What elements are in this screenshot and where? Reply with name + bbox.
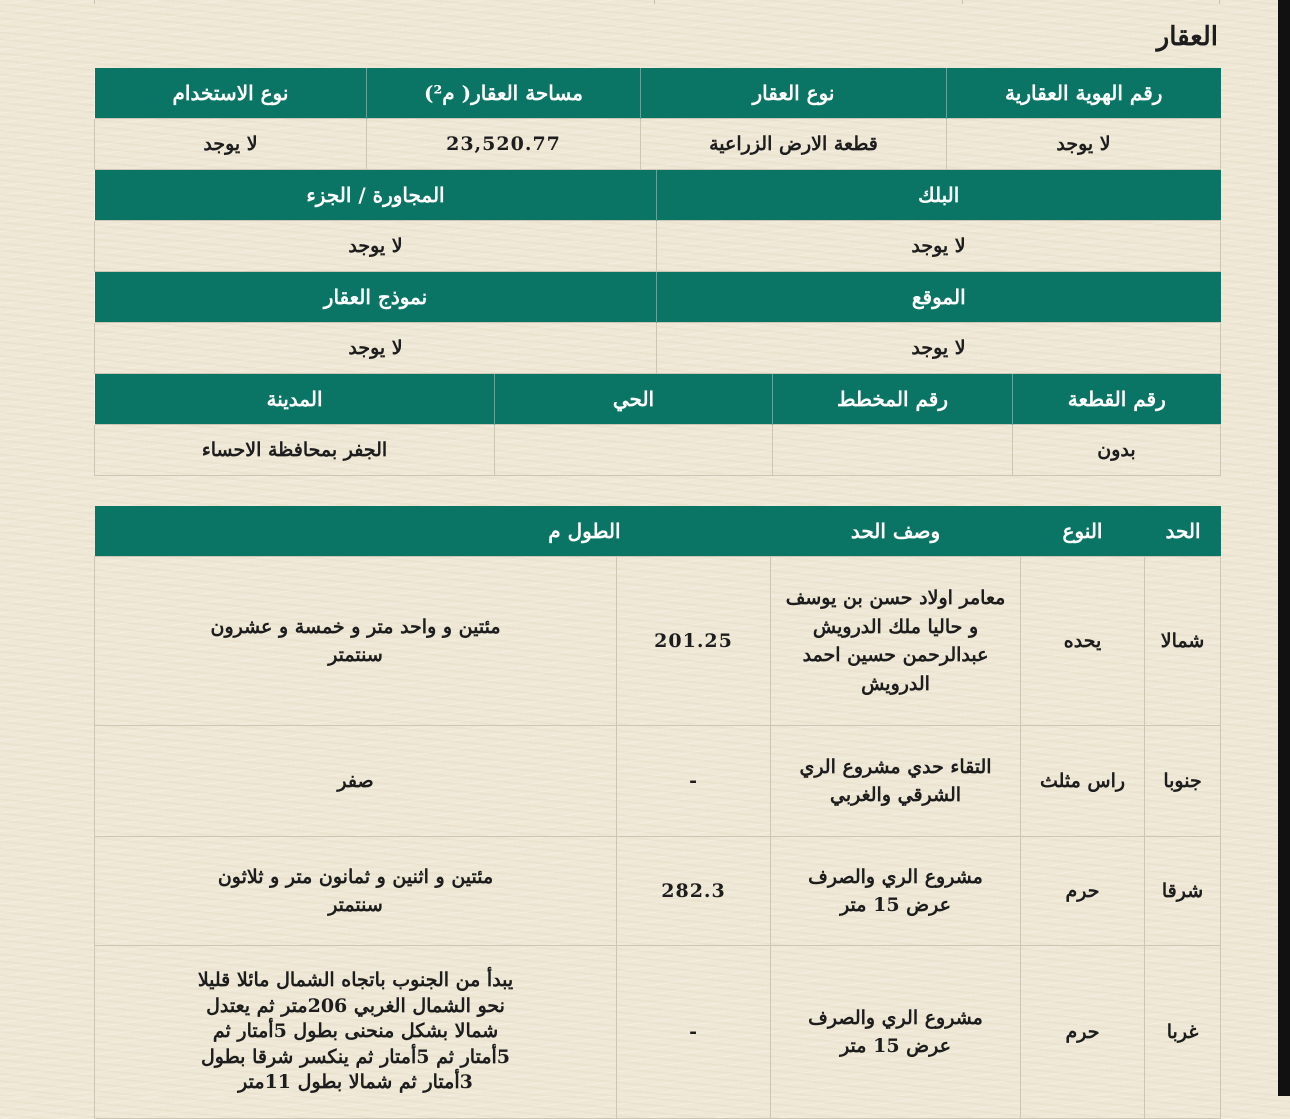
header-district: الحي [495,374,773,425]
boundary-type: يحده [1021,557,1145,726]
boundary-name: جنوبا [1145,726,1221,837]
location-table [94,272,1221,374]
value-property-model: لا يوجد [95,323,657,374]
value-city: الجفر بمحافظة الاحساء [95,425,495,476]
header-location: الموقع [657,272,1221,323]
value-neighborhood-part: لا يوجد [95,221,657,272]
boundary-length-text: يبدأ من الجنوب باتجاه الشمال مائلا قليلا نحو الشمال الغربي 206متر ثم يعتدل شمالا بشكل منحنى بطول 5أمتار ثم 5أمتار ثم 5أمتار ثم ينكسر شرقا بطول 3أمتار ثم شمالا بطول 11متر [95,946,617,1119]
boundary-name: شمالا [1145,557,1221,726]
value-property-type: قطعة الارض الزراعية [641,119,947,170]
property-identity-table [94,68,1221,170]
boundary-length-text: مئتين و واحد متر و خمسة و عشرون سنتمتر [95,557,617,726]
value-block: لا يوجد [657,221,1221,272]
value-location: لا يوجد [657,323,1221,374]
boundary-length-number: - [617,726,771,837]
value-property-id: لا يوجد [947,119,1221,170]
header-length: الطول م [95,506,771,557]
boundary-length-text: صفر [95,726,617,837]
header-plan-number: رقم المخطط [773,374,1013,425]
boundary-description: معامر اولاد حسن بن يوسف و حاليا ملك الدرويش عبدالرحمن حسين احمد الدرويش [771,557,1021,726]
header-property-area: مساحة العقار( م²) [367,68,641,119]
header-type: النوع [1021,506,1145,557]
boundary-name: شرقا [1145,837,1221,946]
header-block: البلك [657,170,1221,221]
previous-table-bottom-edge [94,0,1220,4]
table-row [95,557,1221,726]
boundary-length-number: - [617,946,771,1119]
table-row [95,946,1221,1119]
boundary-description: التقاء حدي مشروع الري الشرقي والغربي [771,726,1021,837]
header-city: المدينة [95,374,495,425]
value-plan-number [773,425,1013,476]
boundaries-table [94,506,1221,1119]
boundary-length-text: مئتين و اثنين و ثمانون متر و ثلاثون سنتمتر [95,837,617,946]
screen-edge [1278,0,1290,1096]
table-row [95,726,1221,837]
value-usage-type: لا يوجد [95,119,367,170]
boundary-type: حرم [1021,837,1145,946]
boundary-description: مشروع الري والصرف عرض 15 متر [771,946,1021,1119]
value-plot-number: بدون [1013,425,1221,476]
header-usage-type: نوع الاستخدام [95,68,367,119]
boundary-length-number: 201.25 [617,557,771,726]
header-property-type: نوع العقار [641,68,947,119]
boundary-name: غربا [1145,946,1221,1119]
boundary-length-number: 282.3 [617,837,771,946]
value-property-area: 23,520.77 [367,119,641,170]
boundary-description: مشروع الري والصرف عرض 15 متر [771,837,1021,946]
header-boundary: الحد [1145,506,1221,557]
value-district [495,425,773,476]
section-title: العقار [1156,22,1218,52]
boundary-type: راس مثلث [1021,726,1145,837]
header-description: وصف الحد [771,506,1021,557]
block-table [94,170,1221,272]
plot-table [94,374,1221,476]
header-property-id: رقم الهوية العقارية [947,68,1221,119]
header-plot-number: رقم القطعة [1013,374,1221,425]
header-neighborhood-part: المجاورة / الجزء [95,170,657,221]
table-row [95,837,1221,946]
boundary-type: حرم [1021,946,1145,1119]
header-property-model: نموذج العقار [95,272,657,323]
